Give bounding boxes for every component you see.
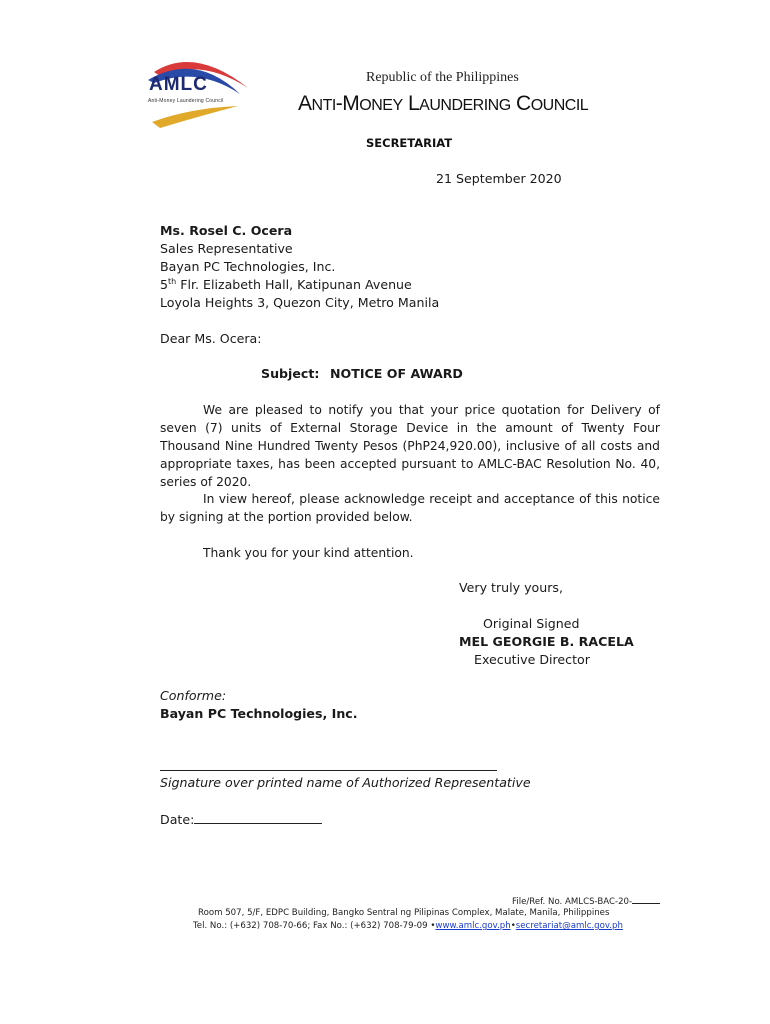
addressee-title: Sales Representative [160,241,293,256]
signature-line [160,770,497,771]
original-signed: Original Signed [483,616,580,631]
signatory-name: MEL GEORGIE B. RACELA [459,634,634,649]
subject-value: NOTICE OF AWARD [330,366,463,381]
footer-phone: Tel. No.: (+632) 708-70-66; Fax No.: (+632) 708-79-09 • [193,921,436,931]
body-paragraph-1: We are pleased to notify you that your price quotation for Delivery of seven (7) units of External Storage Device in the amount of Twenty Four Thousand Nine Hundred Twenty Pesos (PhP24,920.00), inclusive of all costs and appropriate taxes, has been accepted pursuant to AMLC-BAC Resolution No. 40, series of 2020. [160,403,660,489]
footer-address: Room 507, 5/F, EDPC Building, Bangko Sentral ng Pilipinas Complex, Malate, Manila, Philippines [198,908,610,918]
addressee-address-line2: Loyola Heights 3, Quezon City, Metro Manila [160,295,440,310]
body-paragraph-2: In view hereof, please acknowledge receipt and acceptance of this notice by signing at the portion provided below. [160,492,660,524]
letter-date: 21 September 2020 [436,171,562,186]
subject-label: Subject: [261,366,320,381]
website-link[interactable]: www.amlc.gov.ph [435,921,511,931]
addressee-company: Bayan PC Technologies, Inc. [160,259,336,274]
secretariat-heading: SECRETARIAT [366,136,453,150]
email-link[interactable]: secretariat@amlc.gov.ph [515,921,623,931]
addressee-address-line1: 5th Flr. Elizabeth Hall, Katipunan Avenue [160,276,412,292]
date-blank-line [194,811,322,824]
conforme-company: Bayan PC Technologies, Inc. [160,706,358,721]
republic-heading: Republic of the Philippines [366,70,519,85]
amlc-logo [140,50,252,130]
logo-text: AMLC [149,74,208,95]
addressee-name: Ms. Rosel C. Ocera [160,223,293,238]
body-paragraph-3: Thank you for your kind attention. [203,546,414,560]
conforme-label: Conforme: [160,688,227,703]
council-heading: ANTI-MONEY LAUNDERING COUNCIL [298,92,589,115]
valediction: Very truly yours, [459,580,563,595]
footer-contact: Tel. No.: (+632) 708-70-66; Fax No.: (+632) 708-79-09 •www.amlc.gov.ph•secretariat@amlc.gov.ph [193,921,623,931]
logo-subtext: Anti-Money Laundering Council [148,98,224,104]
file-reference: File/Ref. No. AMLCS-BAC-20- [512,895,660,907]
date-field: Date: [160,811,322,829]
signatory-position: Executive Director [474,652,590,667]
signature-caption: Signature over printed name of Authorized Representative [160,775,531,790]
salutation: Dear Ms. Ocera: [160,331,262,346]
